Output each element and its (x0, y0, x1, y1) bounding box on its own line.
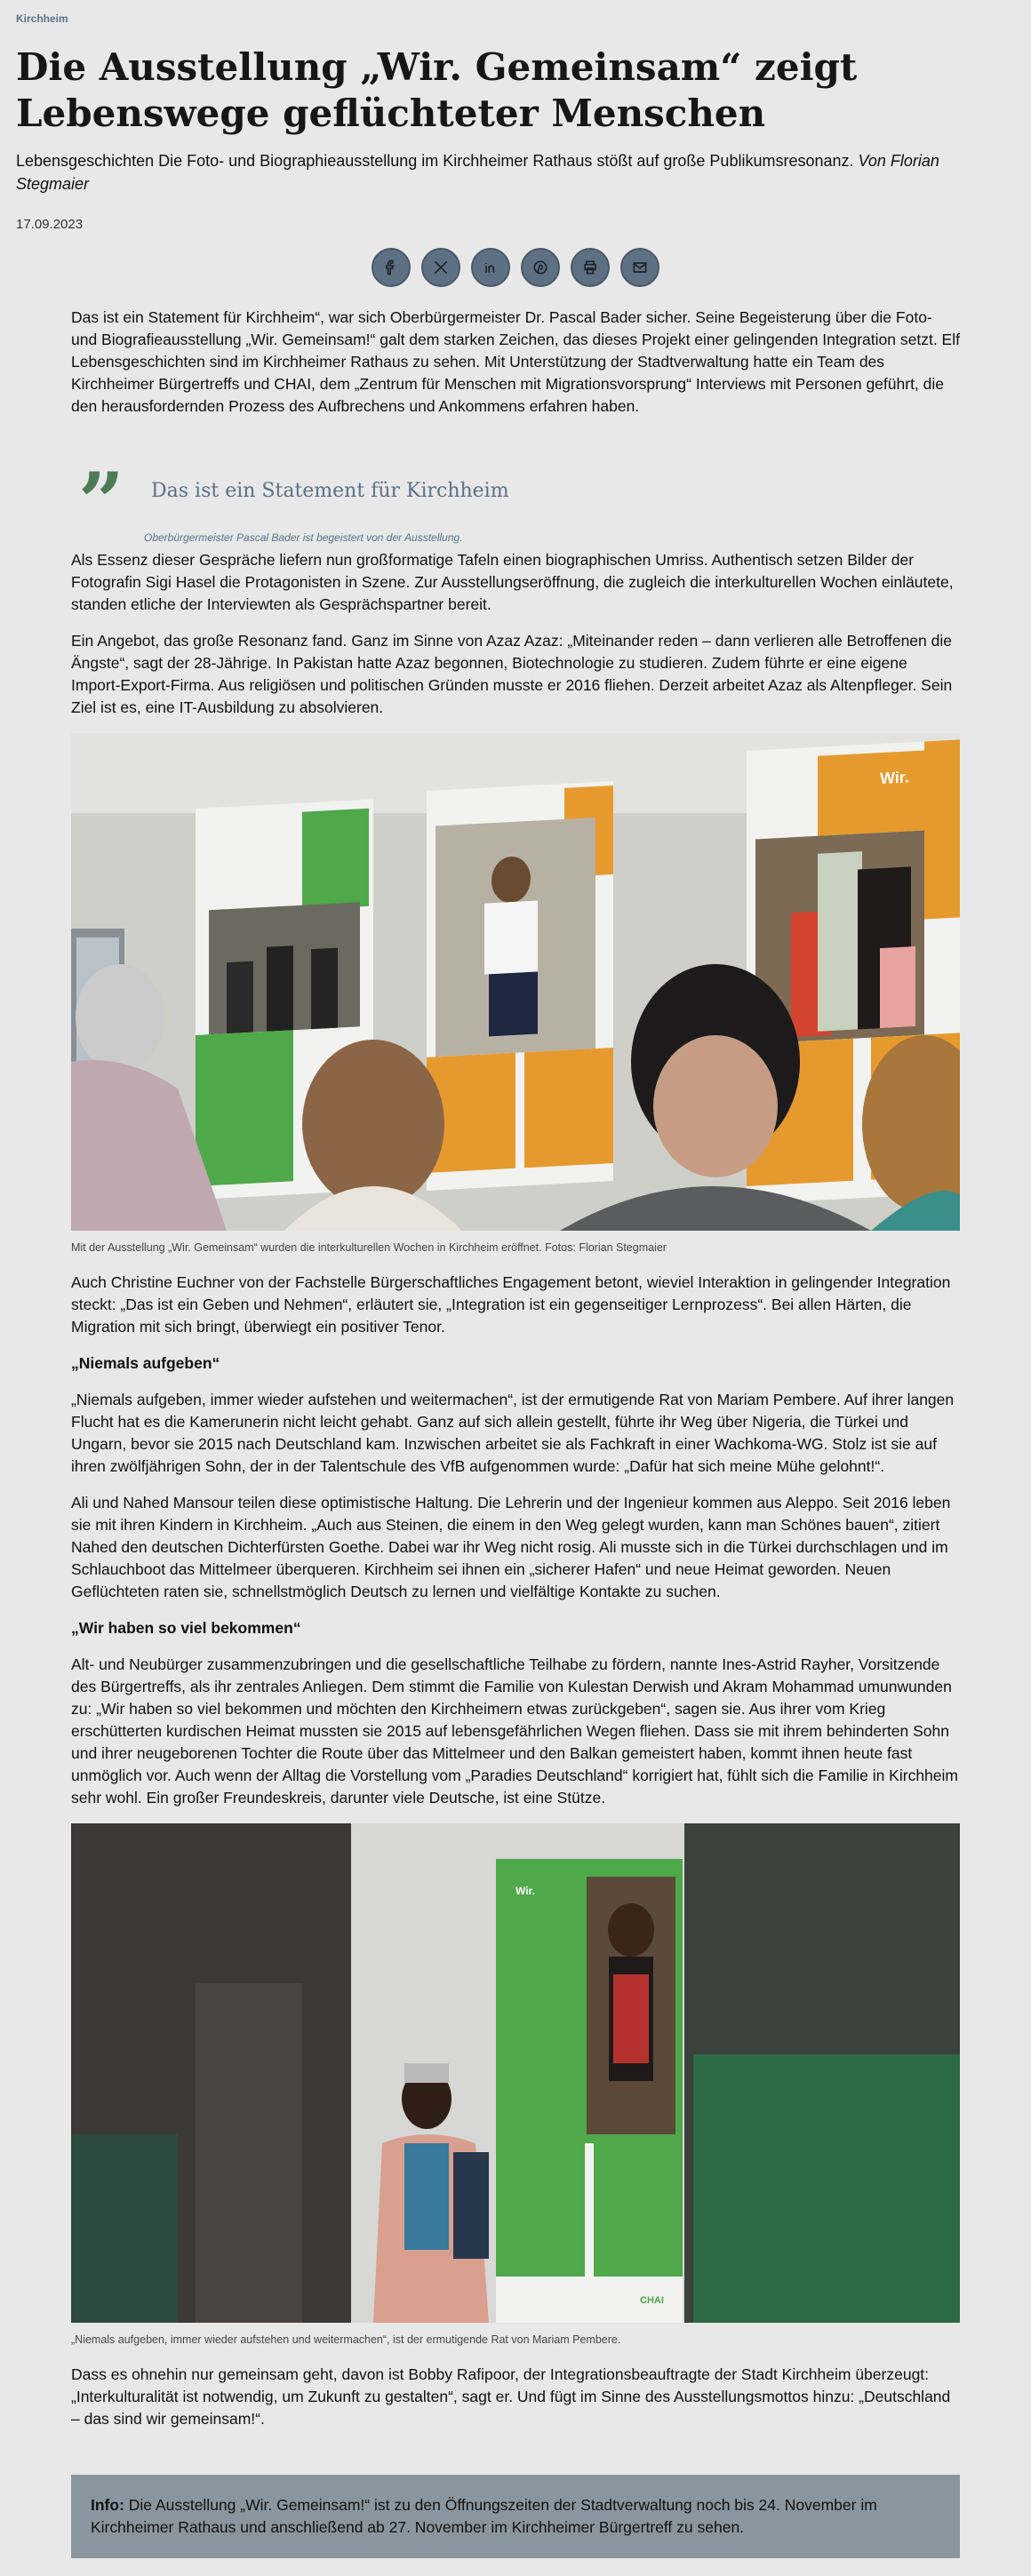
share-bar (0, 248, 1031, 287)
lead-text: Lebensgeschichten Die Foto- und Biographieausstellung im Kirchheimer Rathaus stößt auf große Publikumsresonanz. (16, 152, 854, 170)
share-pinterest-button[interactable] (521, 248, 560, 287)
article-title: Die Ausstellung „Wir. Gemeinsam“ zeigt Lebenswege geflüchteter Menschen (16, 45, 858, 135)
article-header (0, 0, 1031, 232)
section-subheading: „Wir haben so viel bekommen“ (71, 1619, 301, 1637)
publish-date: 17.09.2023 (16, 217, 84, 232)
email-icon (631, 259, 649, 276)
pinterest-icon (531, 259, 549, 276)
info-text: Die Ausstellung „Wir. Gemeinsam!“ ist zu den Öffnungszeiten der Stadtverwaltung noch bis 24. November im Kirchheimer Rathaus und anschließend ab 27. November im Kirchheimer Bürgertreff zu sehen. (91, 2496, 877, 2536)
linkedin-icon (482, 259, 500, 276)
pull-quote-caption: Oberbürgermeister Pascal Bader ist begeistert von der Ausstellung. (144, 531, 463, 544)
paragraph: Dass es ohnehin nur gemeinsam geht, davon ist Bobby Rafipoor, der Integrationsbeauftragte der Stadt Kirchheim überzeugt: „Interkulturalität ist notwendig, um Zukunft zu gestalten“, sagt er. Und fügt im Sinne des Ausstellungsmottos hinzu: „Deutschland – das sind wir gemeinsam!“. (71, 2365, 951, 2428)
share-x-button[interactable] (421, 248, 460, 287)
article-body (71, 307, 960, 2576)
bottom-spacer (71, 2558, 960, 2576)
exhibition-photo-2[interactable] (71, 1823, 960, 2327)
quote-mark-icon: ” (78, 455, 124, 549)
facebook-icon (382, 259, 400, 276)
exhibition-photo-image (71, 1823, 960, 2323)
poster-wir-text: Wir. (516, 1885, 535, 1897)
paragraph: Als Essenz dieser Gespräche liefern nun großformatige Tafeln einen biographischen Umriss. Authentisch setzen Bilder der Fotografin Sigi Hasel die Protagonisten in Szene. Zur Ausstellungseröffnung, die zugleich die interkulturellen Wochen einläutete, standen etliche der Interviewten als Gesprächspartner bereit. (71, 551, 954, 613)
author-name: Von Florian Stegmaier (16, 152, 939, 193)
exhibition-photo-image (71, 733, 960, 1231)
poster-chai-text: CHAI (640, 2295, 664, 2306)
section-subheading: „Niemals aufgeben“ (71, 1354, 220, 1372)
article-lead (16, 149, 1015, 195)
paragraph: Auch Christine Euchner von der Fachstelle Bürgerschaftliches Engagement betont, wieviel Interaktion in gelingender Integration steckt: „Das ist ein Geben und Nehmen“, erläutert sie, „Integration ist ein gegenseitiger Lernprozess“. Bei allen Härten, die Migration mit sich bringt, überwiegt ein positiver Tenor. (71, 1273, 951, 1336)
paragraph: Alt- und Neubürger zusammenzubringen und die gesellschaftliche Teilhabe zu fördern, nannte Ines-Astrid Rayher, Vorsitzende des Bürgertreffs, als ihr zentrales Anliegen. Dem stimmt die Familie von Kulestan Derwish und Akram Mohammad umunwunden zu: „Wir haben so viel bekommen und möchten den Kirchheimern etwas zurückgeben“, sagen sie. Aus ihrer vom Krieg erschütterten kurdischen Heimat mussten sie 2015 auf lebensgefährlichen Wegen fliehen. Dass sie mit ihrem behinderten Sohn und ihrer neugeborenen Tochter die Route über das Mittelmeer und den Balkan gemeistert haben, kommt ihnen heute fast unmöglich vor. Auch wenn der Alltag die Vorstellung vom „Paradies Deutschland“ korrigiert hat, fühlt sich die Familie in Kirchheim sehr wohl. Ein großer Freundeskreis, darunter viele Deutsche, ist eine Stütze. (71, 1655, 958, 1806)
info-label: Info: (91, 2496, 124, 2514)
photo-caption: „Niemals aufgeben, immer wieder aufstehen und weitermachen“, ist der ermutigende Rat von Mariam Pembere. (71, 2333, 621, 2346)
print-icon (581, 259, 599, 276)
exhibition-photo-1[interactable] (71, 733, 960, 1235)
paragraph: Ali und Nahed Mansour teilen diese optimistische Haltung. Die Lehrerin und der Ingenieur kommen aus Aleppo. Seit 2016 leben sie mit ihren Kindern in Kirchheim. „Auch aus Steinen, die einem in den Weg gelegt wurden, kann man Schönes bauen“, zitiert Nahed den deutschen Dichterfürsten Goethe. Dabei war ihr Weg nicht rosig. Ali musste sich in die Türkei durchschlagen und im Schlauchboot das Mittelmeer überqueren. Kirchheim sei ihnen ein „sicherer Hafen“ und neue Heimat geworden. Neuen Geflüchteten raten sie, schnellstmöglich Deutsch zu lernen und vielfältige Kontakte zu suchen. (71, 1494, 951, 1600)
paragraph: Das ist ein Statement für Kirchheim“, war sich Oberbürgermeister Dr. Pascal Bader sicher. Seine Begeisterung über die Foto- und Biografieausstellung „Wir. Gemeinsam!“ galt dem starken Zeichen, das dieses Projekt einer gelingenden Integration setzt. Elf Lebensgeschichten sind im Kirchheimer Rathaus zu sehen. Mit Unterstützung der Stadtverwaltung hatte ein Team des Kirchheimer Bürgertreffs und CHAI, dem „Zentrum für Menschen mit Migrationsvorsprung“ Interviews mit Personen geführt, die den herausfordernden Prozess des Aufbrechens und Ankommens erfahren haben. (71, 308, 960, 415)
poster-wir-text: Wir. (880, 768, 909, 788)
print-button[interactable] (571, 248, 610, 287)
pull-quote-text: Das ist ein Statement für Kirchheim (151, 480, 509, 502)
share-facebook-button[interactable] (372, 248, 411, 287)
x-icon (432, 259, 450, 276)
paragraph: Ein Angebot, das große Resonanz fand. Ganz im Sinne von Azaz Azaz: „Miteinander reden – dann verlieren alle Betroffenen die Ängste“, sagt der 28-Jährige. In Pakistan hatte Azaz begonnen, Biotechnologie zu studieren. Zudem führte er eine eigene Import-Export-Firma. Aus religiösen und politischen Gründen musste er 2016 fliehen. Derzeit arbeitet Azaz als Altenpfleger. Sein Ziel ist es, eine IT-Ausbildung zu absolvieren. (71, 632, 953, 716)
category-link[interactable]: Kirchheim (16, 12, 68, 25)
paragraph: „Niemals aufgeben, immer wieder aufstehen und weitermachen“, ist der ermutigende Rat von Mariam Pembere. Auf ihrer langen Flucht hat es die Kamerunerin nicht leicht gehabt. Ganz auf sich allein gestellt, führte ihr Weg über Nigeria, die Türkei und Ungarn, bevor sie 2015 nach Deutschland kam. Inzwischen arbeitet sie als Fachkraft in einer Wachkoma-WG. Stolz ist sie auf ihren zwölfjährigen Sohn, der in der Talentschule des VfB aufgenommen wurde: „Dafür hat sich meine Mühe gelohnt!“. (71, 1391, 955, 1475)
share-email-button[interactable] (620, 248, 659, 287)
share-linkedin-button[interactable] (471, 248, 510, 287)
photo-caption: Mit der Ausstellung „Wir. Gemeinsam“ wurden die interkulturellen Wochen in Kirchheim eröffnet. Fotos: Florian Stegmaier (71, 1241, 667, 1254)
